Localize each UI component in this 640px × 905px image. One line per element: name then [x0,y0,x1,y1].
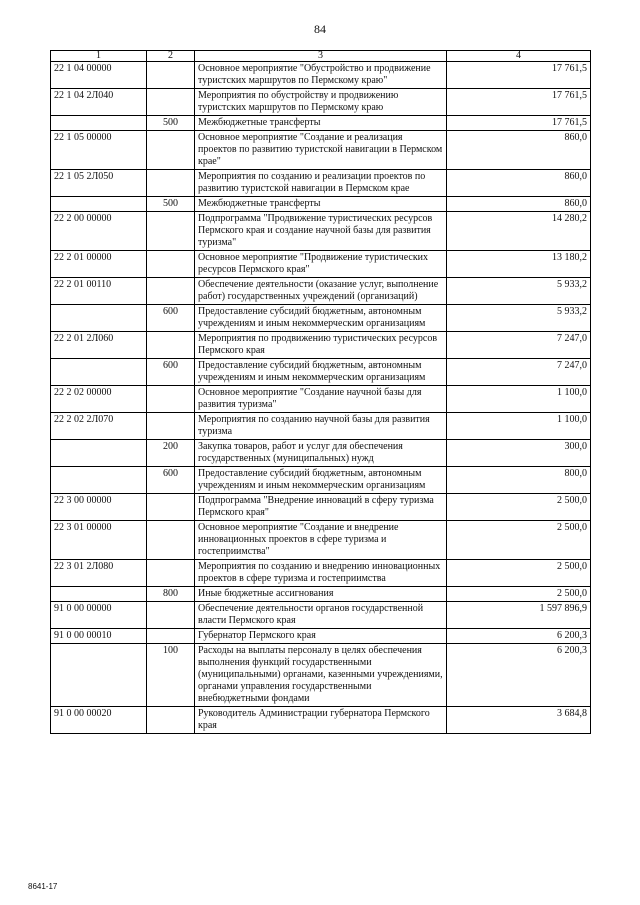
expense-type-code [147,521,195,560]
amount-value: 13 180,2 [447,251,591,278]
expense-type-code [147,212,195,251]
table-row [51,305,591,332]
expense-type-code [147,629,195,644]
target-article-code: 22 2 02 00000 [51,386,147,413]
target-article-code: 22 2 01 2Л060 [51,332,147,359]
expense-type-code [147,413,195,440]
table-row [51,629,591,644]
amount-value: 17 761,5 [447,89,591,116]
page-number: 84 [314,22,326,36]
target-article-code: 22 1 05 00000 [51,131,147,170]
expense-type-code [147,386,195,413]
expense-type-code [147,251,195,278]
table-row [51,212,591,251]
amount-value: 2 500,0 [447,494,591,521]
item-name: Подпрограмма "Внедрение инноваций в сферу туризма Пермского края" [195,494,447,521]
target-article-code: 22 1 04 00000 [51,62,147,89]
item-name: Мероприятия по продвижению туристических ресурсов Пермского края [195,332,447,359]
table-body [51,62,591,734]
amount-value: 5 933,2 [447,278,591,305]
amount-value: 17 761,5 [447,116,591,131]
expense-type-code [147,278,195,305]
table-row [51,602,591,629]
item-name: Основное мероприятие "Создание и внедрение инновационных проектов в сфере туризма и гостеприимства" [195,521,447,560]
expense-type-code [147,707,195,734]
column-header: 4 [447,51,591,62]
target-article-code: 91 0 00 00010 [51,629,147,644]
table-row [51,197,591,212]
target-article-code: 22 2 01 00000 [51,251,147,278]
item-name: Мероприятия по созданию и внедрению инновационных проектов в сфере туризма и гостеприимства [195,560,447,587]
expense-type-code [147,602,195,629]
target-article-code [51,197,147,212]
table-header-row [51,51,591,62]
table-row [51,440,591,467]
column-header: 3 [195,51,447,62]
expense-type-code: 600 [147,305,195,332]
amount-value: 3 684,8 [447,707,591,734]
target-article-code: 22 1 05 2Л050 [51,170,147,197]
amount-value: 1 100,0 [447,386,591,413]
item-name: Руководитель Администрации губернатора Пермского края [195,707,447,734]
target-article-code [51,467,147,494]
target-article-code [51,116,147,131]
item-name: Подпрограмма "Продвижение туристических ресурсов Пермского края и создание научной базы для развития туризма" [195,212,447,251]
item-name: Мероприятия по созданию и реализации проектов по развитию туристской навигации в Пермском крае [195,170,447,197]
expense-type-code: 800 [147,587,195,602]
target-article-code [51,644,147,707]
expense-type-code [147,89,195,116]
item-name: Губернатор Пермского края [195,629,447,644]
target-article-code [51,440,147,467]
amount-value: 6 200,3 [447,629,591,644]
table-row [51,251,591,278]
item-name: Мероприятия по созданию научной базы для развития туризма [195,413,447,440]
expense-type-code [147,131,195,170]
item-name: Основное мероприятие "Создание научной базы для развития туризма" [195,386,447,413]
table-row [51,278,591,305]
table-row [51,89,591,116]
expense-type-code: 200 [147,440,195,467]
table-row [51,644,591,707]
table-row [51,494,591,521]
amount-value: 1 100,0 [447,413,591,440]
document-code: 8641-17 [28,882,58,891]
amount-value: 800,0 [447,467,591,494]
item-name: Предоставление субсидий бюджетным, автономным учреждениям и иным некоммерческим организациям [195,359,447,386]
target-article-code: 22 1 04 2Л040 [51,89,147,116]
amount-value: 5 933,2 [447,305,591,332]
expense-type-code: 600 [147,467,195,494]
target-article-code: 22 2 01 00110 [51,278,147,305]
amount-value: 6 200,3 [447,644,591,707]
amount-value: 300,0 [447,440,591,467]
target-article-code: 91 0 00 00000 [51,602,147,629]
expense-type-code [147,170,195,197]
table-row [51,359,591,386]
target-article-code: 22 3 00 00000 [51,494,147,521]
column-header: 1 [51,51,147,62]
expense-type-code: 500 [147,116,195,131]
expense-type-code [147,494,195,521]
table-row [51,467,591,494]
amount-value: 1 597 896,9 [447,602,591,629]
table-row [51,332,591,359]
amount-value: 860,0 [447,197,591,212]
target-article-code [51,359,147,386]
target-article-code: 22 3 01 00000 [51,521,147,560]
table-row [51,131,591,170]
expense-type-code: 500 [147,197,195,212]
item-name: Межбюджетные трансферты [195,197,447,212]
amount-value: 7 247,0 [447,359,591,386]
amount-value: 17 761,5 [447,62,591,89]
amount-value: 2 500,0 [447,587,591,602]
table-row [51,62,591,89]
expense-type-code: 600 [147,359,195,386]
item-name: Расходы на выплаты персоналу в целях обеспечения выполнения функций государственными (муниципальными) органами, казенными учреждениями, органами управления государственными внебюджетными фондами [195,644,447,707]
amount-value: 860,0 [447,170,591,197]
amount-value: 7 247,0 [447,332,591,359]
table-row [51,521,591,560]
target-article-code: 22 2 02 2Л070 [51,413,147,440]
target-article-code: 22 2 00 00000 [51,212,147,251]
item-name: Обеспечение деятельности (оказание услуг, выполнение работ) государственных учреждений (организаций) [195,278,447,305]
expense-type-code [147,62,195,89]
budget-table [50,50,591,734]
item-name: Закупка товаров, работ и услуг для обеспечения государственных (муниципальных) нужд [195,440,447,467]
table-row [51,116,591,131]
table-row [51,413,591,440]
amount-value: 14 280,2 [447,212,591,251]
table-row [51,587,591,602]
target-article-code [51,305,147,332]
table-row [51,170,591,197]
target-article-code: 22 3 01 2Л080 [51,560,147,587]
item-name: Основное мероприятие "Продвижение туристических ресурсов Пермского края" [195,251,447,278]
item-name: Обеспечение деятельности органов государственной власти Пермского края [195,602,447,629]
amount-value: 2 500,0 [447,560,591,587]
table-row [51,707,591,734]
target-article-code: 91 0 00 00020 [51,707,147,734]
item-name: Межбюджетные трансферты [195,116,447,131]
item-name: Основное мероприятие "Обустройство и продвижение туристских маршрутов по Пермскому краю" [195,62,447,89]
item-name: Мероприятия по обустройству и продвижению туристских маршрутов по Пермскому краю [195,89,447,116]
table-row [51,560,591,587]
table-row [51,386,591,413]
item-name: Предоставление субсидий бюджетным, автономным учреждениям и иным некоммерческим организациям [195,305,447,332]
target-article-code [51,587,147,602]
item-name: Предоставление субсидий бюджетным, автономным учреждениям и иным некоммерческим организациям [195,467,447,494]
expense-type-code: 100 [147,644,195,707]
item-name: Основное мероприятие "Создание и реализация проектов по развитию туристской навигации в Пермском крае" [195,131,447,170]
amount-value: 2 500,0 [447,521,591,560]
expense-type-code [147,332,195,359]
item-name: Иные бюджетные ассигнования [195,587,447,602]
expense-type-code [147,560,195,587]
column-header: 2 [147,51,195,62]
amount-value: 860,0 [447,131,591,170]
